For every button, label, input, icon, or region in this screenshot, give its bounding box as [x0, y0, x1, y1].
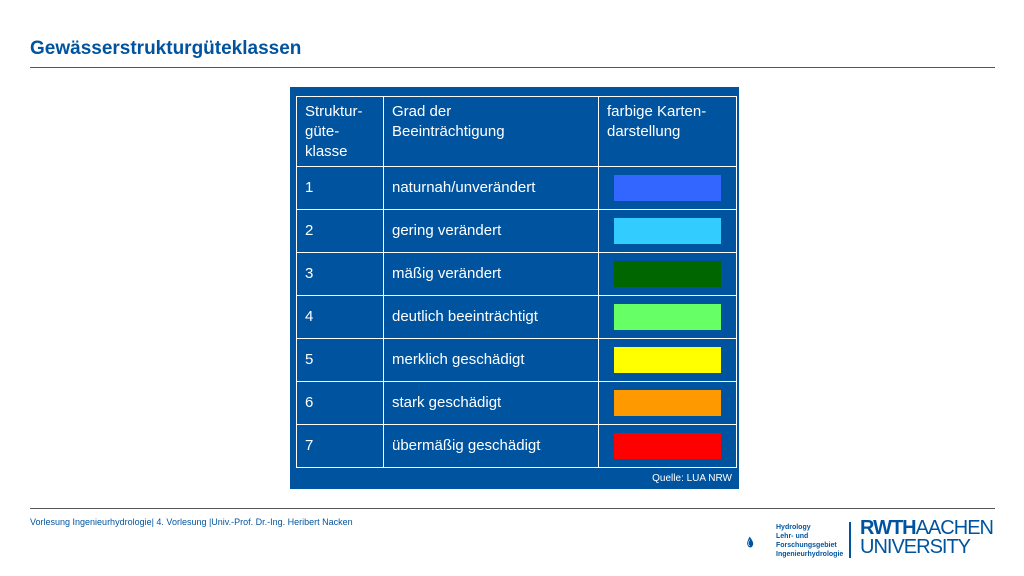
degree-label: deutlich beeinträchtigt	[384, 296, 599, 339]
color-swatch	[614, 218, 721, 244]
table-row	[297, 339, 737, 382]
header-structure-class	[297, 97, 384, 167]
header-col3-line1: farbige Karten-	[607, 103, 707, 120]
color-cell	[599, 382, 737, 425]
degree-label: naturnah/unverändert	[384, 167, 599, 210]
rwth-logo-thin: AACHEN	[915, 517, 993, 539]
class-number: 2	[297, 210, 384, 253]
water-drop-icon	[746, 520, 776, 564]
title-divider	[30, 67, 995, 68]
header-col1-line2: güte-	[305, 123, 340, 140]
table-row	[297, 425, 737, 468]
source-note: Quelle: LUA NRW	[652, 473, 732, 484]
table-row	[297, 210, 737, 253]
degree-label: übermäßig geschädigt	[384, 425, 599, 468]
table-row	[297, 296, 737, 339]
rwth-logo-line2: UNIVERSITY	[860, 536, 971, 558]
footer-divider	[30, 508, 995, 509]
color-cell	[599, 296, 737, 339]
table-header-row	[297, 97, 737, 167]
hydro-line2: Lehr- und	[776, 533, 809, 540]
color-swatch	[614, 175, 721, 201]
header-col1-line3: klasse	[305, 143, 348, 160]
degree-label: stark geschädigt	[384, 382, 599, 425]
color-cell	[599, 253, 737, 296]
header-map-color	[599, 97, 737, 167]
structure-quality-table	[296, 96, 737, 468]
color-cell	[599, 425, 737, 468]
logo-divider	[849, 522, 851, 558]
header-col3-line2: darstellung	[607, 123, 681, 140]
class-number: 6	[297, 382, 384, 425]
table-row	[297, 382, 737, 425]
color-swatch	[614, 261, 721, 287]
class-number: 3	[297, 253, 384, 296]
color-cell	[599, 210, 737, 253]
class-number: 7	[297, 425, 384, 468]
header-col1-line1: Struktur-	[305, 103, 363, 120]
color-swatch	[614, 304, 721, 330]
color-cell	[599, 339, 737, 382]
color-swatch	[614, 390, 721, 416]
color-cell	[599, 167, 737, 210]
class-number: 1	[297, 167, 384, 210]
header-col2-line1: Grad der	[392, 103, 452, 120]
structure-quality-panel	[290, 87, 739, 489]
hydrology-logo-text	[776, 523, 843, 559]
header-col2-line2: Beeinträchtigung	[392, 123, 505, 140]
footer-text: Vorlesung Ingenieurhydrologie| 4. Vorlesung |Univ.-Prof. Dr.-Ing. Heribert Nacken	[30, 517, 353, 527]
table-row	[297, 253, 737, 296]
class-number: 4	[297, 296, 384, 339]
table-row	[297, 167, 737, 210]
degree-label: gering verändert	[384, 210, 599, 253]
rwth-logo-bold: RWTH	[860, 517, 916, 539]
header-degree	[384, 97, 599, 167]
color-swatch	[614, 433, 721, 459]
hydro-line3: Forschungsgebiet	[776, 542, 837, 549]
degree-label: mäßig verändert	[384, 253, 599, 296]
color-swatch	[614, 347, 721, 373]
class-number: 5	[297, 339, 384, 382]
rwth-logo	[860, 519, 993, 557]
hydro-line1: Hydrology	[776, 524, 811, 531]
degree-label: merklich geschädigt	[384, 339, 599, 382]
slide-title: Gewässerstrukturgüteklassen	[30, 38, 302, 59]
hydro-line4: Ingenieurhydrologie	[776, 551, 844, 558]
